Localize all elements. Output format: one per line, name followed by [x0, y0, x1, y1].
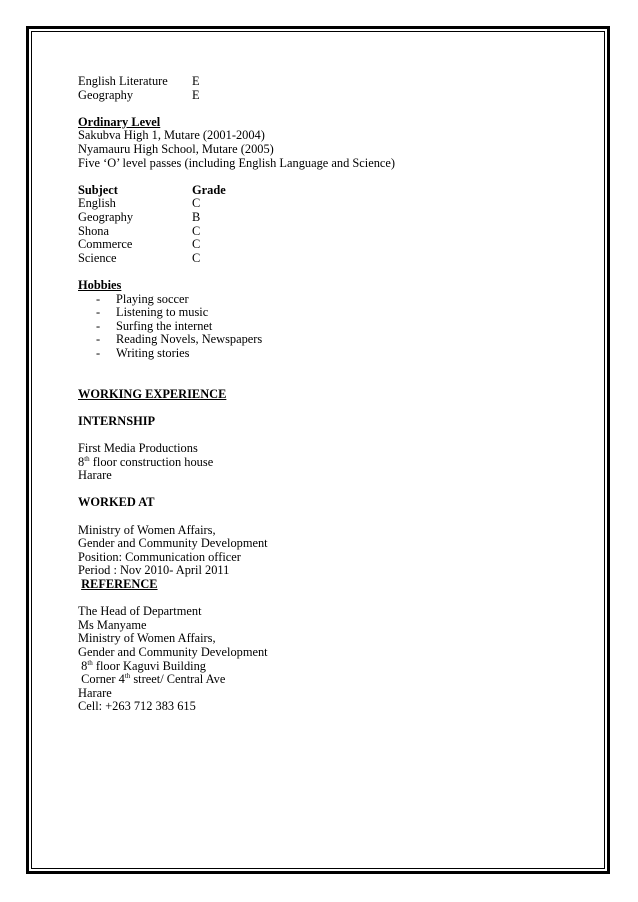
spacer: [78, 401, 578, 415]
dash-bullet: -: [96, 332, 101, 347]
ordinal-suffix: th: [87, 658, 93, 667]
hobby-text: Reading Novels, Newspapers: [116, 332, 263, 347]
address-text: floor Kaguvi Building: [92, 658, 206, 673]
grade-row: [78, 252, 578, 266]
working-experience-heading: WORKING EXPERIENCE: [78, 386, 227, 401]
school-line: Sakubva High 1, Mutare (2001-2004): [78, 128, 265, 143]
subject-grade: C: [192, 196, 201, 211]
ordinal-suffix: th: [84, 454, 90, 463]
floor-number: 8: [78, 454, 85, 469]
grade-row: [78, 211, 578, 225]
spacer: [78, 428, 578, 442]
internship-company: First Media Productions: [78, 441, 198, 456]
spacer: [78, 374, 578, 388]
spacer: [78, 102, 578, 116]
street-text: street/ Central Ave: [130, 672, 226, 687]
subject-grade: E: [192, 87, 200, 102]
subject-name: Shona: [78, 223, 109, 238]
hobby-text: Surfing the internet: [116, 318, 213, 333]
spacer: [78, 510, 578, 524]
reference-heading-line: [78, 578, 578, 592]
subject-grade: B: [192, 209, 201, 224]
grade-column-header: Grade: [192, 182, 226, 197]
subject-grade: C: [192, 237, 201, 252]
subject-column-header: Subject: [78, 182, 118, 197]
address-text: floor construction house: [89, 454, 214, 469]
spacer: [78, 592, 578, 606]
employer-line: Gender and Community Development: [78, 536, 268, 551]
spacer: [78, 170, 578, 184]
reference-phone: Cell: +263 712 383 615: [78, 699, 196, 714]
list-item: [78, 320, 578, 334]
reference-street: [78, 673, 578, 687]
subject-name: Commerce: [78, 237, 133, 252]
spacer: [78, 483, 578, 497]
hobby-text: Playing soccer: [116, 291, 189, 306]
grade-row: [78, 89, 578, 103]
grade-row: [78, 75, 578, 89]
dash-bullet: -: [96, 318, 101, 333]
hobbies-heading: Hobbies: [78, 277, 122, 292]
list-item: [78, 306, 578, 320]
subject-name: English: [78, 196, 116, 211]
subject-grade: C: [192, 250, 201, 265]
subject-grade: C: [192, 223, 201, 238]
hobbies-list: [78, 293, 578, 361]
period-line: Period : Nov 2010- April 2011: [78, 563, 230, 578]
grade-row: [78, 197, 578, 211]
ordinary-level-heading: Ordinary Level: [78, 114, 161, 129]
reference-line: Gender and Community Development: [78, 644, 268, 659]
worked-at-heading: WORKED AT: [78, 495, 155, 510]
internship-heading: INTERNSHIP: [78, 413, 156, 428]
grade-row: [78, 225, 578, 239]
hobby-text: Writing stories: [116, 345, 190, 360]
internship-city: Harare: [78, 468, 112, 483]
dash-bullet: -: [96, 291, 101, 306]
dash-bullet: -: [96, 345, 101, 360]
passes-summary: Five ‘O’ level passes (including English Language and Science): [78, 155, 396, 170]
cv-page-content: [78, 75, 578, 714]
subject-grade: E: [192, 74, 200, 88]
employer-line: Ministry of Women Affairs,: [78, 522, 216, 537]
spacer: [78, 265, 578, 279]
reference-line: Ms Manyame: [78, 617, 147, 632]
list-item: [78, 333, 578, 347]
reference-line: The Head of Department: [78, 604, 202, 619]
floor-number: 8: [81, 658, 88, 673]
position-line: Position: Communication officer: [78, 549, 241, 564]
reference-line: Ministry of Women Affairs,: [78, 631, 216, 646]
hobby-text: Listening to music: [116, 305, 209, 320]
grade-row: [78, 238, 578, 252]
street-text: Corner 4: [81, 672, 125, 687]
advanced-level-grades: [78, 75, 578, 102]
list-item: [78, 293, 578, 307]
school-line: Nyamauru High School, Mutare (2005): [78, 141, 274, 156]
subject-name: Geography: [78, 209, 134, 224]
reference-heading: REFERENCE: [81, 576, 158, 591]
internship-address: [78, 456, 578, 470]
subject-name: English Literature: [78, 74, 168, 88]
ordinal-suffix: th: [124, 672, 131, 680]
subject-name: Geography: [78, 87, 134, 102]
dash-bullet: -: [96, 305, 101, 320]
list-item: [78, 347, 578, 361]
grades-table-header: [78, 184, 578, 198]
spacer: [78, 360, 578, 374]
reference-city: Harare: [78, 685, 112, 700]
subject-name: Science: [78, 250, 117, 265]
